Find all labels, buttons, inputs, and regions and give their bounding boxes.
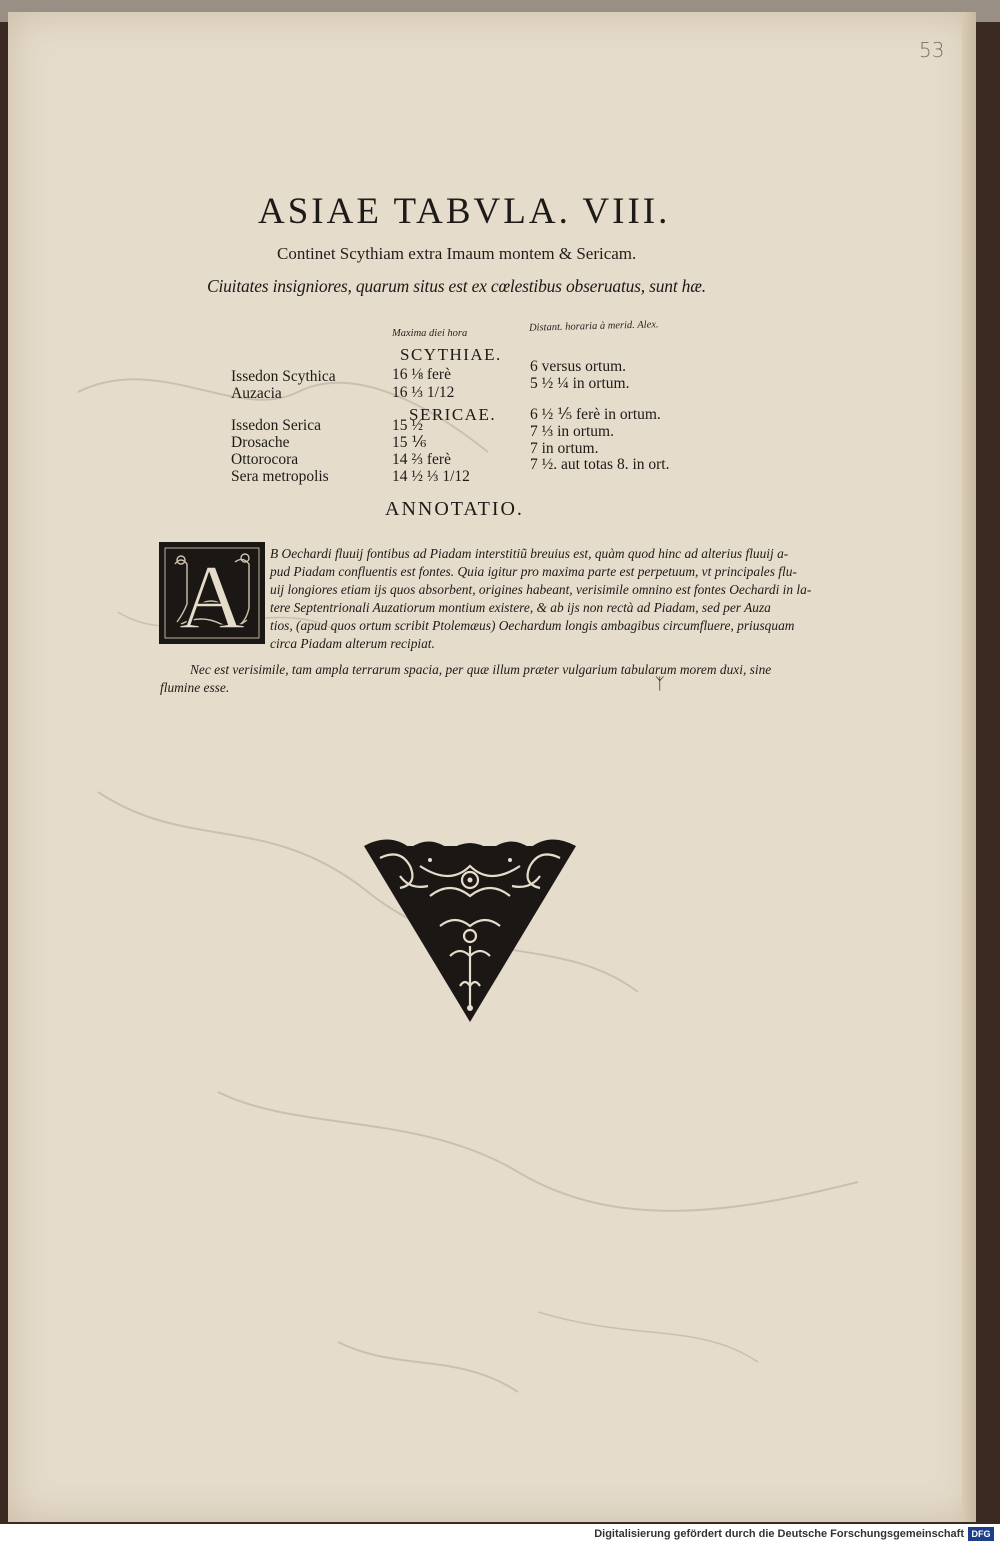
table-cell-distance: 7 ⅓ in ortum. xyxy=(530,423,614,440)
footer-credit: Digitalisierung gefördert durch die Deutsche Forschungsgemeinschaft xyxy=(594,1528,964,1540)
annotatio-line: tere Septentrionali Auzatiorum montium existere, & ab ijs non rectà ad Piadam, sed per Auza xyxy=(270,600,771,615)
table-cell-hours: 14 ½ ⅓ 1/12 xyxy=(392,468,470,485)
annotatio-para2-line: Nec est verisimile, tam ampla terrarum spacia, per quæ illum præter vulgarium tabularum morem duxi, sine xyxy=(190,662,772,677)
footer-bar xyxy=(0,1524,1000,1545)
dfg-logo: DFG xyxy=(968,1527,994,1541)
book-page xyxy=(8,12,976,1522)
annotatio-heading: ANNOTATIO. xyxy=(385,498,524,520)
page-title: ASIAE TABVLA. VIII. xyxy=(258,191,671,232)
table-cell-distance: 6 versus ortum. xyxy=(530,358,627,375)
table-cell-hours: 14 ⅔ ferè xyxy=(392,451,451,468)
table-cell-city: Sera metropolis xyxy=(231,468,329,485)
table-cell-distance: 5 ½ ¼ in ortum. xyxy=(530,375,630,392)
table-cell-distance: 7 in ortum. xyxy=(530,440,599,457)
table-cell-distance: 7 ½. aut totas 8. in ort. xyxy=(530,456,670,473)
annotatio-line: tios, (apud quos ortum scribit Ptolemæus) Oechardum longis ambagibus circumfluere, priusquam xyxy=(270,618,795,633)
table-cell-hours: 16 ⅓ 1/12 xyxy=(392,384,455,401)
decorated-initial xyxy=(159,542,265,644)
column-header-distance: Distant. horaria à merid. Alex. xyxy=(528,319,659,334)
table-cell-hours: 15 ½ xyxy=(392,417,423,434)
catchword-ornament: ᛉ xyxy=(655,676,665,693)
table-cell-city: Drosache xyxy=(231,434,290,451)
page-edge xyxy=(962,12,976,1522)
region-heading-serica: SERICAE. xyxy=(409,405,497,424)
column-header-hours: Maxima diei hora xyxy=(392,328,468,339)
intro-line: Ciuitates insigniores, quarum situs est ex cœlestibus obseruatus, sunt hæ. xyxy=(207,276,706,296)
table-cell-hours: 15 ⅙ xyxy=(392,434,427,451)
table-cell-hours: 16 ⅛ ferè xyxy=(392,366,451,383)
page-subtitle: Continet Scythiam extra Imaum montem & Sericam. xyxy=(277,244,637,263)
annotatio-line: B Oechardi fluuij fontibus ad Piadam interstitiũ breuius est, quàm quod hinc ad alterius fluuij a- xyxy=(270,546,789,561)
table-cell-city: Issedon Scythica xyxy=(231,368,336,385)
initial-letter: A xyxy=(178,546,246,642)
folio-number: 53 xyxy=(919,38,945,62)
table-cell-city: Ottorocora xyxy=(231,451,299,468)
table-cell-distance: 6 ½ ⅕ ferè in ortum. xyxy=(530,406,661,423)
region-heading-scythia: SCYTHIAE. xyxy=(400,345,502,364)
annotatio-line: pud Piadam confluentis est fontes. Quia igitur pro maxima parte est perpetuum, vt principales flu- xyxy=(270,564,797,579)
annotatio-line: uij longiores etiam ijs quos absorbent, origines habeant, verisimile omnino est fontes Oechardi in la- xyxy=(270,582,812,597)
table-cell-city: Issedon Serica xyxy=(231,417,321,434)
annotatio-line: circa Piadam alterum recipiat. xyxy=(270,636,435,651)
annotatio-para2-line: flumine esse. xyxy=(160,680,230,695)
tailpiece-ornament xyxy=(360,836,580,1026)
show-through-map xyxy=(38,92,958,1512)
table-cell-city: Auzacia xyxy=(231,385,282,402)
